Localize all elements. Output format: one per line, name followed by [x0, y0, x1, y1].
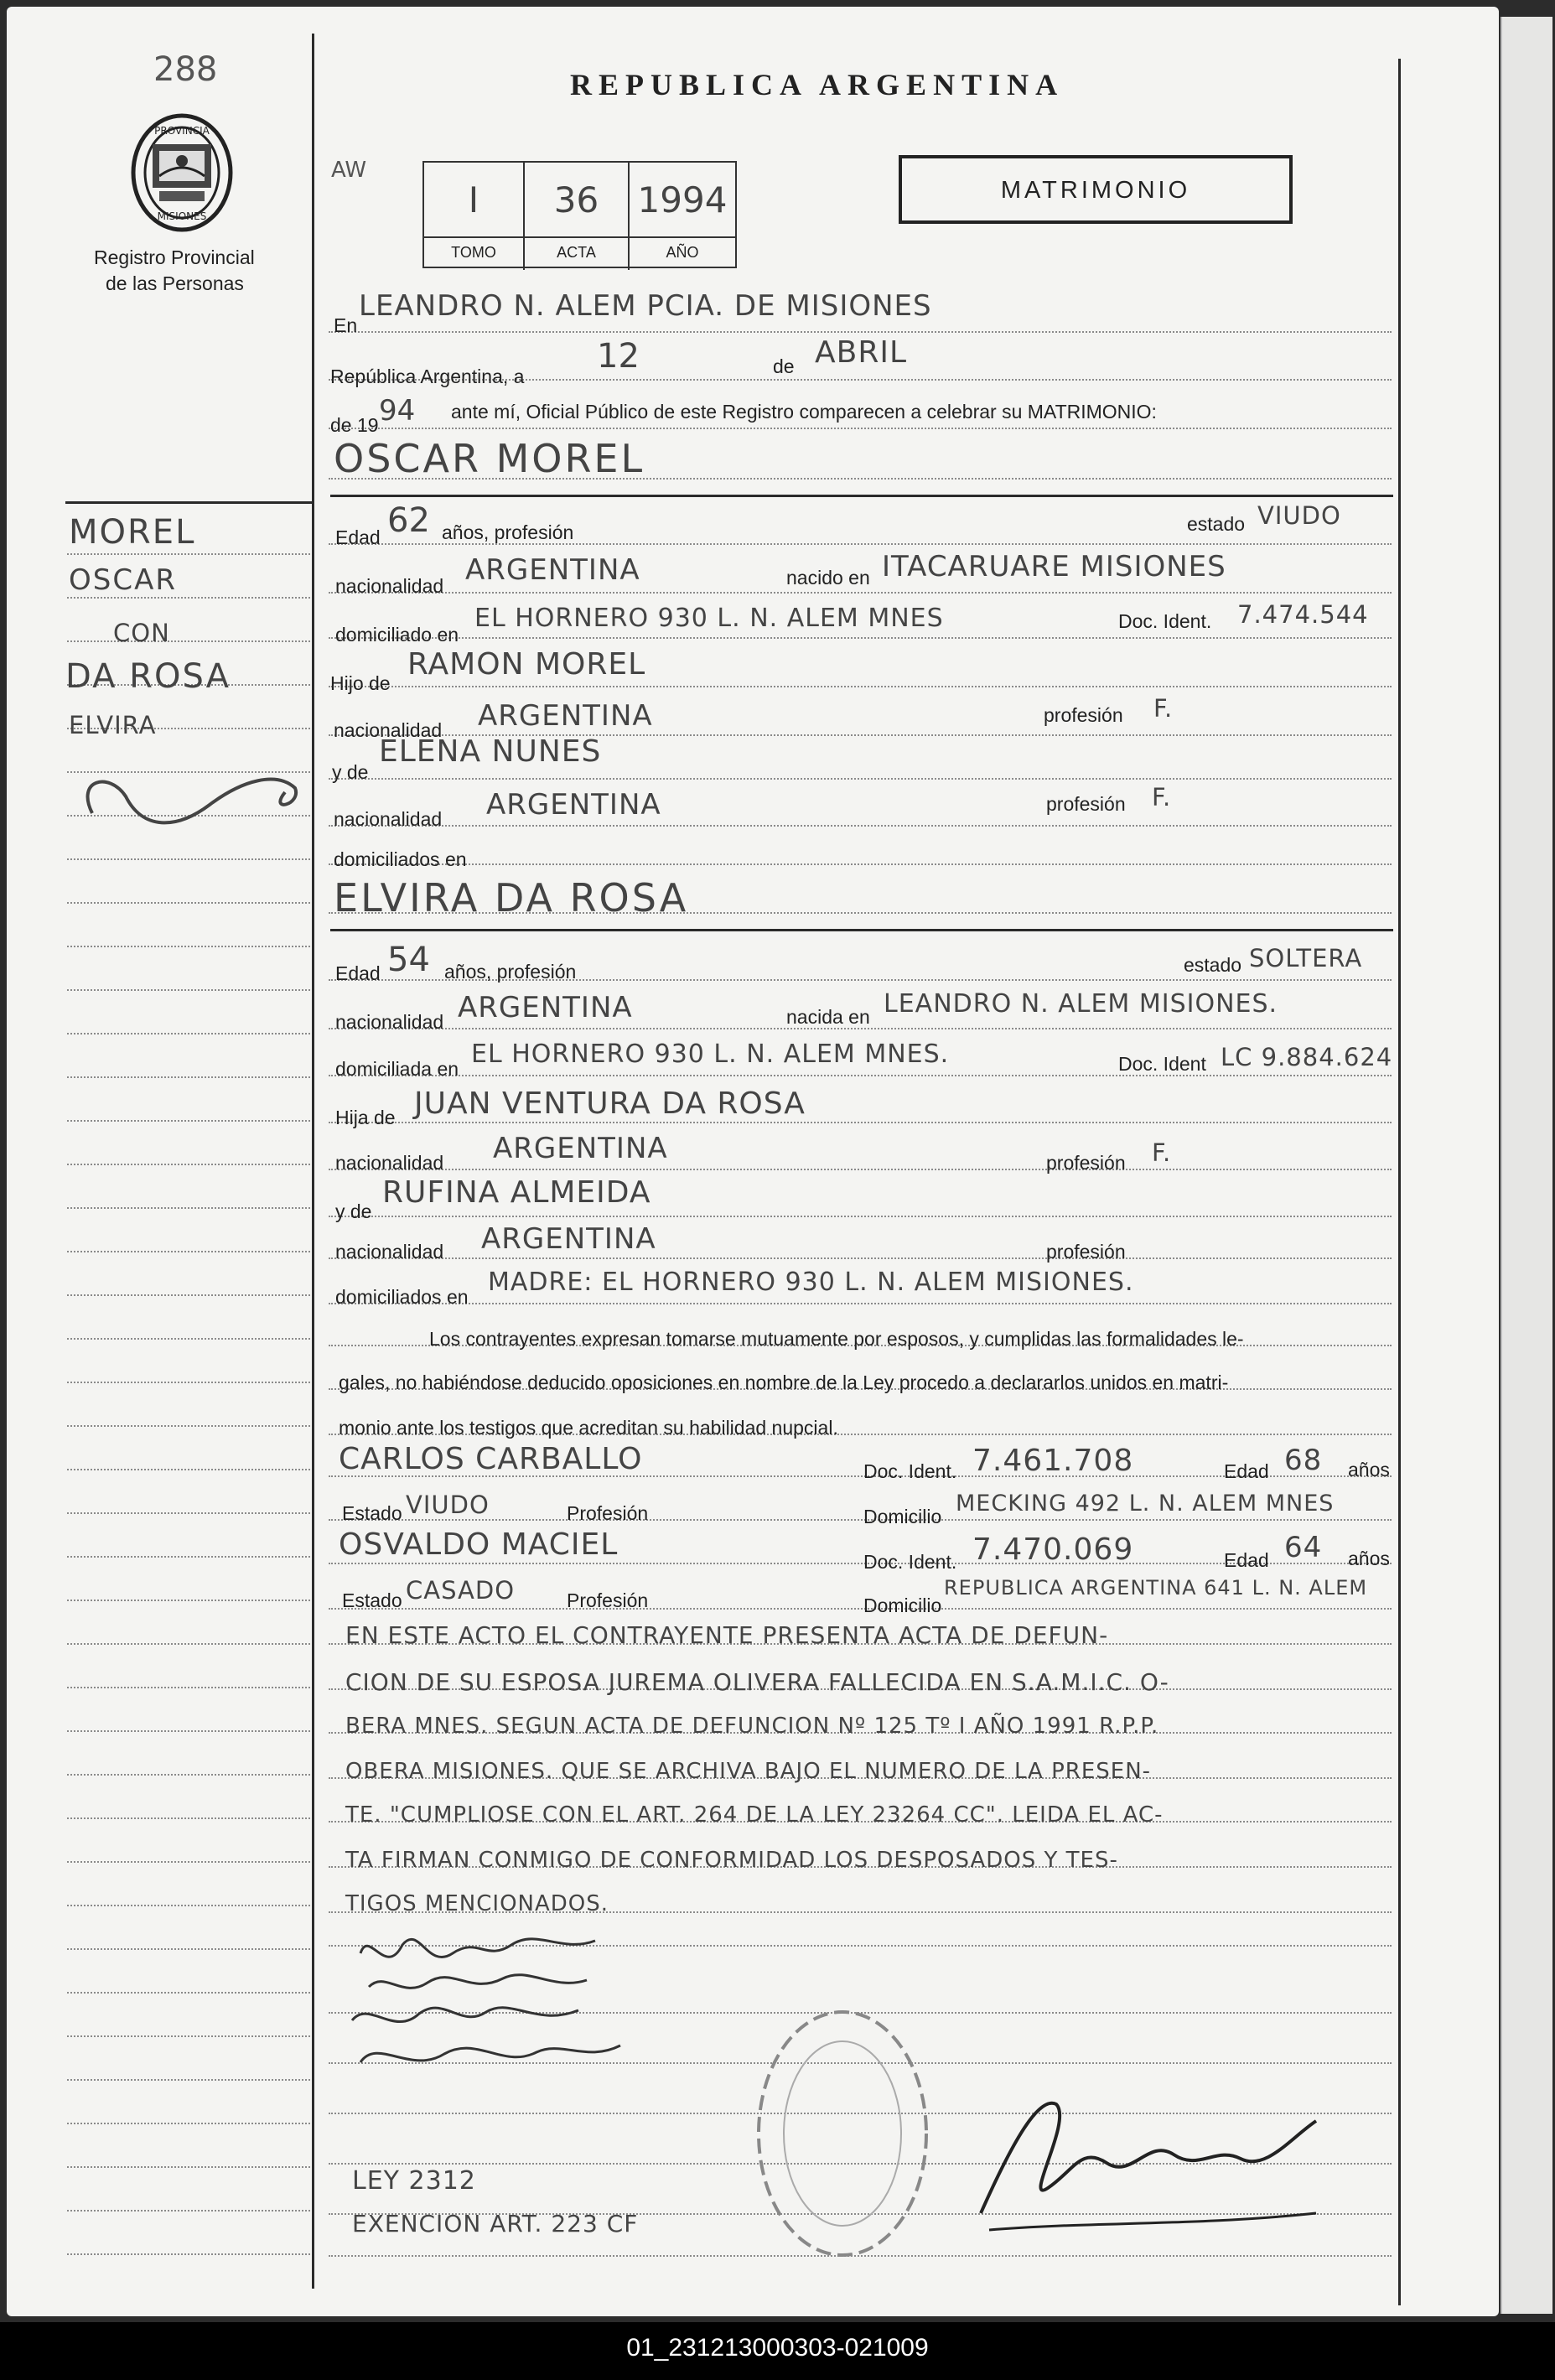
form-ruled-line: [329, 1216, 1392, 1217]
bride-domiciliados-label: domiciliados en: [335, 1286, 469, 1308]
note-line-7: TIGOS MENCIONADOS.: [345, 1891, 609, 1916]
bride-nacida-label: nacida en: [786, 1006, 870, 1028]
en-label: En: [334, 314, 358, 336]
margin-firstname: OSCAR: [69, 563, 177, 597]
bride-doc-label: Doc. Ident: [1118, 1053, 1206, 1075]
witness-1-dom-label: Domicilio: [863, 1506, 942, 1527]
bride-domicilio: EL HORNERO 930 L. N. ALEM MNES.: [471, 1040, 950, 1069]
groom-father-nac: ARGENTINA: [478, 699, 653, 733]
groom-domiciliados-label: domiciliados en: [334, 848, 467, 870]
groom-mother-prof-label: profesión: [1046, 793, 1126, 815]
margin-ruled-line: [67, 1294, 310, 1296]
bride-nac-label: nacionalidad: [335, 1011, 444, 1033]
groom-edad-label: Edad: [335, 526, 381, 548]
margin-ruled-line: [67, 1556, 310, 1558]
groom-nacido-en: ITACARUARE MISIONES: [882, 550, 1226, 583]
republica-label: República Argentina, a: [330, 366, 525, 387]
bride-mother: RUFINA ALMEIDA: [382, 1175, 651, 1210]
groom-name: OSCAR MOREL: [334, 436, 645, 481]
page-number: 288: [153, 50, 218, 89]
margin-divider: [312, 34, 314, 2289]
bride-mother-nac-label: nacionalidad: [335, 1241, 444, 1263]
bride-mother-nac: ARGENTINA: [481, 1222, 656, 1256]
bride-hija-label: Hija de: [335, 1107, 396, 1128]
bride-nacida-en: LEANDRO N. ALEM MISIONES.: [884, 989, 1278, 1019]
margin-ruled-line: [67, 2123, 310, 2124]
margin-ruled-line: [67, 1469, 310, 1470]
note-line-2: CION DE SU ESPOSA JUREMA OLIVERA FALLECIDA EN S.A.M.I.C. O-: [345, 1668, 1169, 1696]
form-ruled-line: [329, 637, 1392, 639]
groom-father: RAMON MOREL: [407, 647, 646, 682]
margin-ruled-line: [67, 553, 310, 555]
witness-1-anos-label: años: [1348, 1459, 1390, 1480]
record-type-box: [899, 155, 1293, 224]
bride-name: ELVIRA DA ROSA: [334, 875, 689, 920]
witness-2-edad-label: Edad: [1224, 1549, 1269, 1571]
declaration-line-3: monio ante los testigos que acreditan su habilidad nupcial.: [339, 1417, 838, 1439]
registry-name-line1: Registro Provincial: [94, 246, 255, 268]
margin-ruled-line: [67, 1730, 310, 1732]
witness-2-estado: CASADO: [406, 1576, 516, 1605]
intro-statement: ante mí, Oficial Público de este Registro comparecen a celebrar su MATRIMONIO:: [451, 401, 1157, 423]
right-border: [1398, 59, 1401, 2305]
bottom-note-law: LEY 2312: [352, 2166, 476, 2196]
groom-edad: 62: [387, 501, 430, 540]
witness-1-estado-label: Estado: [342, 1502, 402, 1524]
margin-ruled-line: [67, 1512, 310, 1514]
seal-text-top: PROVINCIA: [154, 125, 210, 137]
bride-estado-label: estado: [1184, 954, 1242, 976]
margin-ruled-line: [67, 1861, 310, 1863]
margin-ruled-line: [67, 1948, 310, 1950]
witness-2-estado-label: Estado: [342, 1589, 402, 1611]
margin-surname-2: DA ROSA: [65, 657, 231, 696]
groom-domicilio: EL HORNERO 930 L. N. ALEM MNES: [474, 604, 944, 633]
witness-1-doc-label: Doc. Ident.: [863, 1460, 957, 1482]
acta-label: ACTA: [525, 236, 628, 268]
witness-2-prof-label: Profesión: [567, 1589, 649, 1611]
form-ruled-line: [329, 592, 1392, 594]
form-ruled-line: [329, 1122, 1392, 1123]
margin-con: CON: [113, 619, 170, 647]
margin-ruled-line: [67, 640, 310, 642]
ano-value: 1994: [637, 179, 728, 220]
groom-rule: [330, 495, 1393, 497]
margin-ruled-line: [67, 1120, 310, 1122]
witness-2-doc-label: Doc. Ident.: [863, 1551, 957, 1573]
margin-flourish-icon: [75, 763, 302, 838]
margin-ruled-line: [67, 1905, 310, 1906]
declaration-line-1: Los contrayentes expresan tomarse mutuamente por esposos, y cumplidas las formalidades le-: [429, 1328, 1244, 1350]
form-ruled-line: [329, 1257, 1392, 1259]
witness-2-name: OSVALDO MACIEL: [339, 1527, 619, 1562]
bride-father-prof: F.: [1152, 1138, 1172, 1167]
country-title: REPUBLICA ARGENTINA: [570, 68, 1065, 101]
witness-2-domicilio: REPUBLICA ARGENTINA 641 L. N. ALEM: [944, 1576, 1368, 1600]
groom-mother-prof: F.: [1152, 783, 1172, 811]
witness-1-name: CARLOS CARBALLO: [339, 1442, 643, 1476]
margin-ruled-line: [67, 597, 310, 599]
bottom-note-exemption: EXENCION ART. 223 CF: [352, 2210, 639, 2237]
registry-name-line2: de las Personas: [106, 272, 244, 294]
ceremony-year: 94: [379, 394, 416, 428]
margin-ruled-line: [67, 946, 310, 947]
record-table: [422, 161, 737, 268]
witness-1-domicilio: MECKING 492 L. N. ALEM MNES: [956, 1491, 1335, 1517]
groom-nac-label: nacionalidad: [335, 575, 444, 597]
provincial-seal-icon: [127, 109, 236, 233]
register-sheet: [7, 7, 1499, 2316]
form-ruled-line: [329, 825, 1392, 827]
bride-father-nac: ARGENTINA: [493, 1132, 668, 1165]
note-line-1: EN ESTE ACTO EL CONTRAYENTE PRESENTA ACTA DE DEFUN-: [345, 1621, 1109, 1649]
groom-mother-nac-label: nacionalidad: [334, 808, 443, 830]
bride-nacionalidad: ARGENTINA: [458, 991, 633, 1024]
margin-ruled-line: [67, 1382, 310, 1383]
note-line-6: TA FIRMAN CONMIGO DE CONFORMIDAD LOS DESPOSADOS Y TES-: [345, 1848, 1118, 1873]
signatures-spouses-witnesses-icon: [344, 1920, 645, 2087]
note-line-4: OBERA MISIONES. QUE SE ARCHIVA BAJO EL NUMERO DE LA PRESEN-: [345, 1759, 1152, 1784]
witness-2-dom-label: Domicilio: [863, 1594, 942, 1616]
record-type-label: MATRIMONIO: [1000, 177, 1191, 204]
form-ruled-line: [329, 686, 1392, 687]
form-ruled-line: [329, 1075, 1392, 1076]
groom-father-prof-label: profesión: [1044, 704, 1123, 726]
ano-cell: [630, 163, 735, 270]
witness-2-doc: 7.470.069: [972, 1532, 1134, 1567]
margin-ruled-line: [67, 2079, 310, 2081]
margin-ruled-line: [67, 2166, 310, 2168]
bride-yde-label: y de: [335, 1200, 372, 1222]
groom-yde-label: y de: [332, 761, 369, 783]
acta-value: 36: [553, 179, 599, 220]
note-line-5: TE. "CUMPLIOSE CON EL ART. 264 DE LA LEY 23264 CC". LEIDA EL AC-: [345, 1802, 1164, 1828]
witness-1-estado: VIUDO: [406, 1491, 490, 1519]
de-label: de: [773, 355, 795, 377]
margin-surname: MOREL: [69, 513, 196, 552]
margin-ruled-line: [67, 1600, 310, 1601]
margin-ruled-line: [67, 902, 310, 904]
registrar-signature-icon: [964, 2087, 1341, 2255]
groom-estado: VIUDO: [1257, 501, 1341, 530]
note-line-3: BERA MNES. SEGUN ACTA DE DEFUNCION Nº 125 Tº I AÑO 1991 R.P.P.: [345, 1714, 1159, 1739]
witness-2-anos-label: años: [1348, 1548, 1390, 1569]
margin-ruled-line: [67, 1425, 310, 1427]
bride-father-prof-label: profesión: [1046, 1152, 1126, 1174]
margin-ruled-line: [67, 1817, 310, 1819]
margin-ruled-line: [67, 1687, 310, 1688]
margin-ruled-line: [67, 2210, 310, 2211]
form-ruled-line: [329, 778, 1392, 780]
margin-ruled-line: [67, 1774, 310, 1776]
groom-doc: 7.474.544: [1237, 600, 1369, 629]
witness-1-doc: 7.461.708: [972, 1444, 1134, 1478]
official-stamp-icon: [750, 2004, 935, 2263]
acta-cell: [525, 163, 630, 270]
margin-ruled-line: [67, 1251, 310, 1252]
witness-1-edad: 68: [1284, 1444, 1323, 1477]
margin-firstname-2: ELVIRA: [69, 711, 157, 739]
groom-father-prof: F.: [1153, 694, 1174, 723]
margin-ruled-line: [67, 1076, 310, 1078]
form-ruled-line: [329, 863, 1392, 865]
groom-dom-label: domiciliado en: [335, 624, 459, 646]
form-ruled-line: [329, 331, 1392, 333]
margin-ruled-line: [67, 1338, 310, 1340]
groom-estado-label: estado: [1187, 513, 1246, 535]
tomo-cell: [424, 163, 525, 270]
groom-nacionalidad: ARGENTINA: [465, 553, 640, 587]
ceremony-day: 12: [597, 337, 640, 376]
declaration-line-2: gales, no habiéndose deducido oposiciones en nombre de la Ley procedo a declararlos unidos en matri-: [339, 1371, 1229, 1393]
bride-edad: 54: [387, 941, 430, 979]
bride-edad-label: Edad: [335, 962, 381, 984]
margin-ruled-line: [67, 1992, 310, 1994]
margin-rule: [65, 501, 314, 504]
margin-ruled-line: [67, 989, 310, 991]
margin-ruled-line: [67, 1643, 310, 1645]
bride-father-nac-label: nacionalidad: [335, 1152, 444, 1174]
form-ruled-line: [329, 1519, 1392, 1521]
ceremony-month: ABRIL: [815, 335, 908, 370]
bride-rule: [330, 929, 1393, 931]
bride-mother-prof-label: profesión: [1046, 1241, 1126, 1263]
bride-anos-label: años, profesión: [444, 961, 577, 983]
tomo-label: TOMO: [424, 236, 523, 268]
next-page-edge: [1501, 17, 1552, 2314]
groom-mother-nac: ARGENTINA: [486, 788, 661, 822]
ceremony-place: LEANDRO N. ALEM PCIA. DE MISIONES: [359, 289, 932, 323]
margin-ruled-line: [67, 1033, 310, 1034]
form-ruled-line: [329, 1169, 1392, 1170]
witness-1-prof-label: Profesión: [567, 1502, 649, 1524]
bride-dom-label: domiciliada en: [335, 1058, 459, 1080]
margin-ruled-line: [67, 1164, 310, 1165]
witness-1-edad-label: Edad: [1224, 1460, 1269, 1482]
groom-father-nac-label: nacionalidad: [334, 719, 443, 741]
bride-father: JUAN VENTURA DA ROSA: [414, 1086, 806, 1121]
margin-ruled-line: [67, 1207, 310, 1209]
scan-id: 01_231213000303-021009: [626, 2334, 929, 2362]
form-ruled-line: [329, 1303, 1392, 1304]
de19-label: de 19: [330, 414, 379, 436]
groom-anos-label: años, profesión: [442, 521, 574, 543]
clerk-initials: AW: [331, 158, 367, 183]
groom-mother: ELENA NUNES: [379, 734, 602, 769]
groom-hijo-label: Hijo de: [330, 672, 391, 694]
bride-domiciliados: MADRE: EL HORNERO 930 L. N. ALEM MISIONES.: [488, 1268, 1134, 1297]
seal-text-bottom: MISIONES: [157, 210, 207, 222]
tomo-value: I: [468, 179, 479, 220]
form-ruled-line: [329, 1608, 1392, 1610]
bride-doc: LC 9.884.624: [1221, 1043, 1393, 1071]
margin-ruled-line: [67, 858, 310, 860]
margin-ruled-line: [67, 2253, 310, 2255]
ano-label: AÑO: [630, 236, 735, 268]
scan-footer: [0, 2322, 1555, 2380]
groom-doc-label: Doc. Ident.: [1118, 610, 1212, 632]
groom-nacido-label: nacido en: [786, 567, 870, 589]
witness-2-edad: 64: [1284, 1531, 1323, 1564]
margin-ruled-line: [67, 2035, 310, 2037]
form-ruled-line: [329, 428, 1392, 429]
bride-estado: SOLTERA: [1249, 944, 1363, 972]
